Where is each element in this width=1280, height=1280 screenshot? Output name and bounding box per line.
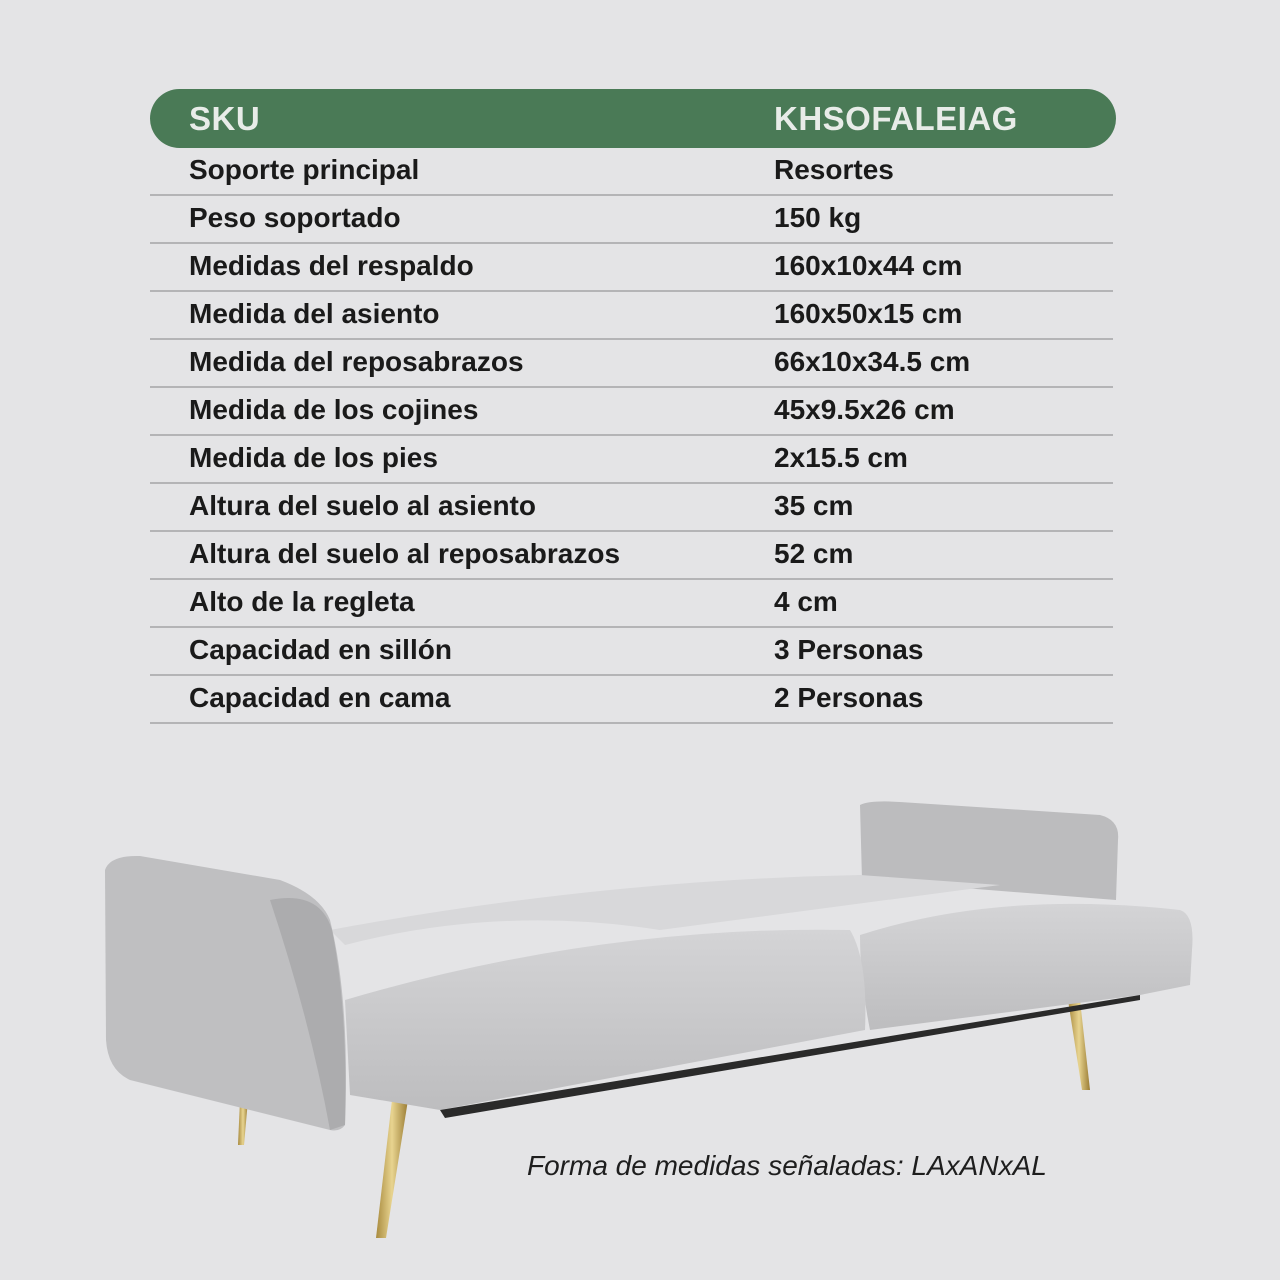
spec-value: 3 Personas bbox=[774, 634, 924, 665]
spec-row bbox=[150, 340, 1113, 388]
spec-value: 150 kg bbox=[774, 202, 862, 233]
spec-label: Soporte principal bbox=[189, 154, 420, 185]
spec-value: 2x15.5 cm bbox=[774, 442, 908, 473]
spec-value: 4 cm bbox=[774, 586, 838, 617]
sku-label: SKU bbox=[189, 99, 261, 137]
spec-label: Capacidad en sillón bbox=[189, 634, 452, 665]
spec-row bbox=[150, 580, 1113, 628]
spec-value: Resortes bbox=[774, 154, 894, 185]
sku-header-row bbox=[150, 89, 1116, 148]
sku-value: KHSOFALEIAG bbox=[774, 99, 1018, 137]
spec-row bbox=[150, 628, 1113, 676]
spec-row bbox=[150, 292, 1113, 340]
spec-value: 2 Personas bbox=[774, 682, 924, 713]
spec-label: Peso soportado bbox=[189, 202, 401, 233]
spec-label: Altura del suelo al asiento bbox=[189, 490, 536, 521]
spec-value: 45x9.5x26 cm bbox=[774, 394, 955, 425]
spec-row bbox=[150, 148, 1113, 196]
spec-value: 52 cm bbox=[774, 538, 854, 569]
spec-row bbox=[150, 196, 1113, 244]
spec-label: Medida del asiento bbox=[189, 298, 440, 329]
spec-row bbox=[150, 436, 1113, 484]
spec-value: 160x10x44 cm bbox=[774, 250, 963, 281]
spec-value: 160x50x15 cm bbox=[774, 298, 963, 329]
spec-row bbox=[150, 676, 1113, 724]
spec-value: 35 cm bbox=[774, 490, 854, 521]
spec-label: Medidas del respaldo bbox=[189, 250, 474, 281]
spec-label: Altura del suelo al reposabrazos bbox=[189, 538, 621, 569]
spec-label: Medida de los cojines bbox=[189, 394, 479, 425]
measurement-format-caption: Forma de medidas señaladas: LAxANxAL bbox=[527, 1150, 1047, 1181]
spec-label: Medida de los pies bbox=[189, 442, 438, 473]
spec-table bbox=[150, 89, 1116, 724]
spec-row bbox=[150, 484, 1113, 532]
spec-row bbox=[150, 244, 1113, 292]
spec-label: Capacidad en cama bbox=[189, 682, 451, 713]
spec-label: Alto de la regleta bbox=[189, 586, 415, 617]
spec-row bbox=[150, 532, 1113, 580]
spec-label: Medida del reposabrazos bbox=[189, 346, 524, 377]
spec-row bbox=[150, 388, 1113, 436]
spec-value: 66x10x34.5 cm bbox=[774, 346, 971, 377]
